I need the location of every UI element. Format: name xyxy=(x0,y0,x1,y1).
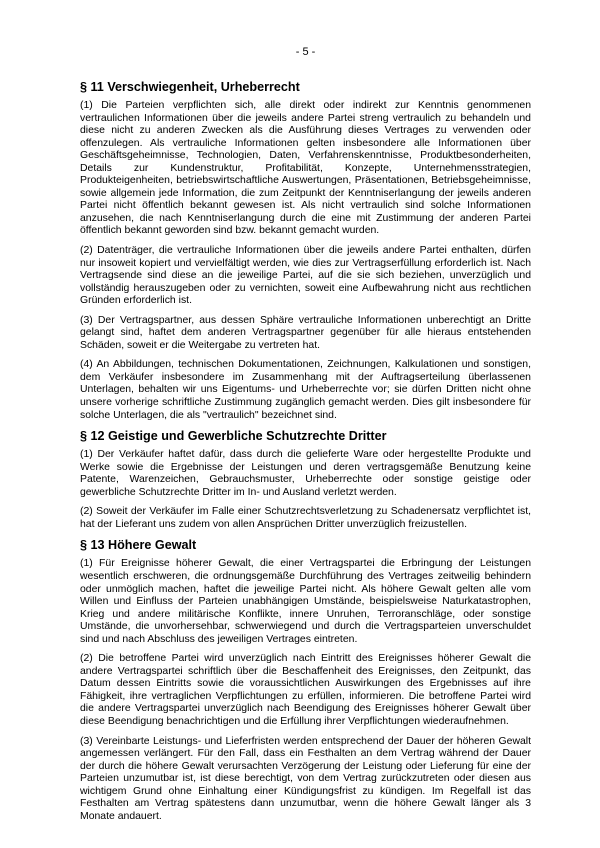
paragraph: (1) Die Parteien verpflichten sich, alle direkt oder indirekt zur Kenntnis genommenen vertraulichen Informationen über die jeweils andere Partei streng vertraulich zu behandeln und diese nicht zu anderen Zwecken als die Ausführung dieses Vertrages zu verwenden oder offenzulegen. Als vertrauliche Informationen gelten insbesondere alle Informationen über Geschäftsgeheimnisse, Technologien, Daten, Verfahrenskenntnisse, Produktbesonderheiten, Details zur Kundenstruktur, Profitabilität, Konzepte, Unternehmensstrategien, Produkteigenheiten, betriebswirtschaftliche Auswertungen, Präsentationen, Betriebsgeheimnisse, sowie allgemein jede Information, die zum Zeitpunkt der Kenntniserlangung der jeweils anderen Partei nicht öffentlich bekannt gewesen ist. Als nicht vertraulich sind solche Informationen anzusehen, die nach Kenntniserlangung durch die eine mit Zustimmung der anderen Partei öffentlich bekannt geworden sind bzw. bekannt gemacht wurden. xyxy=(80,100,531,237)
paragraph: (1) Der Verkäufer haftet dafür, dass durch die gelieferte Ware oder hergestellte Produkte und Werke sowie die Ergebnisse der Leistungen und deren vertragsgemäße Benutzung keine Patente, Warenzeichen, Gebrauchsmuster, Urheberrechte oder sonstige geistige oder gewerbliche Schutzrechte Dritter im In- und Ausland verletzt werden. xyxy=(80,449,531,498)
section-heading: § 12 Geistige und Gewerbliche Schutzrechte Dritter xyxy=(80,429,387,444)
section-13 xyxy=(80,538,531,823)
page-number: - 5 - xyxy=(295,46,316,58)
section-12 xyxy=(80,429,531,531)
paragraph: (2) Datenträger, die vertrauliche Informationen über die jeweils andere Partei enthalten, dürfen nur insoweit kopiert und vervielfältigt werden, wie dies zur Vertragserfüllung erforderlich ist. Nach Vertragsende sind diese an die jeweilige Partei, auf die sie sich beziehen, unverzüglich und vollständig herauszugeben oder zu vernichten, soweit eine Aufbewahrung nicht aus rechtlichen Gründen erforderlich ist. xyxy=(80,245,531,307)
document-body xyxy=(80,80,531,830)
paragraph: (3) Der Vertragspartner, aus dessen Sphäre vertrauliche Informationen unberechtigt an Dritte gelangt sind, haftet dem anderen Vertragspartner gegenüber für alle hieraus entstehenden Schäden, soweit er die Weitergabe zu vertreten hat. xyxy=(80,314,531,351)
paragraph: (2) Die betroffene Partei wird unverzüglich nach Eintritt des Ereignisses höherer Gewalt die andere Vertragspartei schriftlich über die Beschaffenheit des Ereignisses, den Zeitpunkt, das Datum dessen Eintritts sowie die voraussichtlichen Auswirkungen des Ergebnisses auf ihre Fähigkeit, ihre vertraglichen Verpflichtungen zu erfüllen, informieren. Die betroffene Partei wird die andere Vertragspartei unverzüglich nach Beendigung des Ereignisses höherer Gewalt über diese Beendigung benachrichtigen und die Erfüllung ihrer Verpflichtungen wiederaufnehmen. xyxy=(80,653,531,727)
section-heading: § 11 Verschwiegenheit, Urheberrecht xyxy=(80,80,300,94)
paragraph: (1) Für Ereignisse höherer Gewalt, die einer Vertragspartei die Erbringung der Leistungen wesentlich erschweren, die ordnungsgemäße Durchführung des Vertrages zeitweilig behindern oder unmöglich machen, haftet die jeweilige Partei nicht. Als höhere Gewalt gelten alle vom Willen und Einfluss der Parteien unabhängigen Umstände, beispielsweise Naturkatastrophen, Krieg und andere militärische Konflikte, innere Unruhen, Terroranschläge, oder sonstige Umstände, die unvorhersehbar, schwerwiegend und durch die Vertragsparteien unverschuldet sind und nach Abschluss des jeweiligen Vertrages eintreten. xyxy=(80,558,531,645)
section-heading: § 13 Höhere Gewalt xyxy=(80,538,197,553)
paragraph: (2) Soweit der Verkäufer im Falle einer Schutzrechtsverletzung zu Schadenersatz verpflichtet ist, hat der Lieferant uns zudem von allen Ansprüchen Dritter unverzüglich freizustellen. xyxy=(80,506,531,530)
section-11 xyxy=(80,80,531,422)
paragraph: (3) Vereinbarte Leistungs- und Lieferfristen werden entsprechend der Dauer der höheren Gewalt angemessen verlängert. Für den Fall, dass ein Festhalten an dem Vertrag während der Dauer der durch die höhere Gewalt verursachten Verzögerung der Leistung oder Lieferung für eine der Parteien unzumutbar ist, ist diese berechtigt, von dem Vertrag zurückzutreten oder diesen aus wichtigem Grund ohne Einhaltung einer Kündigungsfrist zu kündigen. Im Regelfall ist das Festhalten am Vertrag spätestens dann unzumutbar, wenn die höhere Gewalt länger als 3 Monate andauert. xyxy=(80,735,531,822)
paragraph: (4) An Abbildungen, technischen Dokumentationen, Zeichnungen, Kalkulationen und sonstigen, dem Verkäufer insbesondere im Zusammenhang mit der Auftragserteilung überlassenen Unterlagen, behalten wir uns Eigentums- und Urheberrechte vor; sie dürfen Dritten nicht ohne unsere vorherige schriftliche Zustimmung zugänglich gemacht werden. Dies gilt insbesondere für solche Unterlagen, die als "vertraulich" bezeichnet sind. xyxy=(80,359,531,421)
